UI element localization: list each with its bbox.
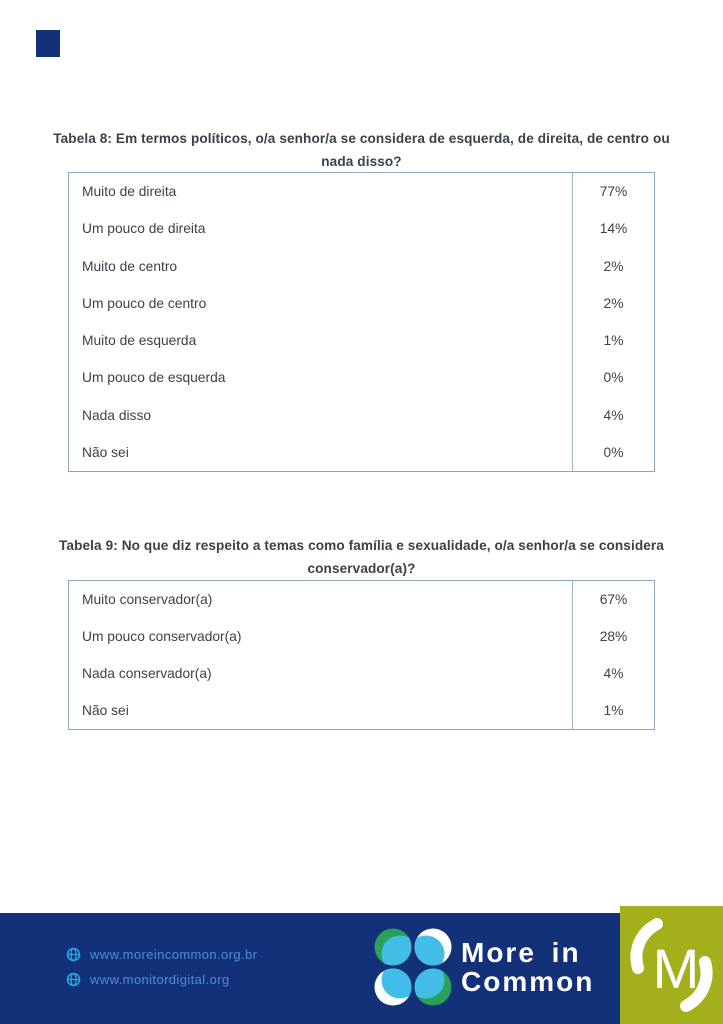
globe-icon: [66, 947, 81, 962]
link-label: www.monitordigital.org: [90, 972, 230, 987]
row-value: 14%: [572, 210, 654, 247]
table-row: [69, 173, 654, 210]
row-value: 1%: [572, 692, 654, 729]
row-value: 0%: [572, 434, 654, 471]
row-value: 67%: [572, 581, 654, 618]
table-row: [69, 210, 654, 247]
row-label: Um pouco de esquerda: [82, 370, 226, 386]
table-row: [69, 359, 654, 396]
table-row: [69, 581, 654, 618]
table-row: [69, 434, 654, 471]
table-row: [69, 655, 654, 692]
row-value: 4%: [572, 397, 654, 434]
row-label: Um pouco de direita: [82, 221, 206, 237]
link-monitordigital[interactable]: [66, 972, 257, 987]
row-value: 2%: [572, 248, 654, 285]
row-label: Muito de centro: [82, 258, 178, 274]
table9-title: Tabela 9: No que diz respeito a temas como família e sexualidade, o/a senhor/a se considera conservador(a)?: [59, 538, 664, 576]
row-label: Nada conservador(a): [82, 666, 212, 681]
link-moreincommon[interactable]: [66, 947, 257, 962]
globe-icon: [66, 972, 81, 987]
footer-links: [66, 947, 257, 987]
page-corner-marker: [36, 30, 60, 57]
wordmark-line2: Common: [461, 966, 595, 997]
row-label: Muito de esquerda: [82, 333, 197, 349]
table8-title: Tabela 8: Em termos políticos, o/a senhor/a se considera de esquerda, de direita, de centro ou nada disso?: [53, 131, 670, 169]
row-value: 28%: [572, 618, 654, 655]
table-row: [69, 322, 654, 359]
row-value: 77%: [572, 173, 654, 210]
table9: [68, 580, 655, 730]
table-row: [69, 248, 654, 285]
row-value: 0%: [572, 359, 654, 396]
row-value: 1%: [572, 322, 654, 359]
row-label: Um pouco conservador(a): [82, 629, 242, 644]
wordmark-line1: More in: [461, 937, 581, 968]
more-in-common-logo-icon: [374, 928, 452, 1006]
row-label: Nada disso: [82, 407, 152, 423]
row-label: Muito conservador(a): [82, 592, 213, 607]
row-value: 4%: [572, 655, 654, 692]
table-row: [69, 397, 654, 434]
monitor-logo-letter: M: [652, 937, 700, 1000]
monitor-digital-logo-icon: [620, 906, 723, 1024]
more-in-common-wordmark: [461, 938, 594, 996]
table-row: [69, 692, 654, 729]
link-label: www.moreincommon.org.br: [90, 947, 258, 962]
table8: [68, 172, 655, 472]
row-value: 2%: [572, 285, 654, 322]
table-row: [69, 618, 654, 655]
row-label: Muito de direita: [82, 184, 177, 200]
row-label: Não sei: [82, 444, 129, 460]
row-label: Não sei: [82, 703, 129, 718]
table-row: [69, 285, 654, 322]
row-label: Um pouco de centro: [82, 295, 207, 311]
